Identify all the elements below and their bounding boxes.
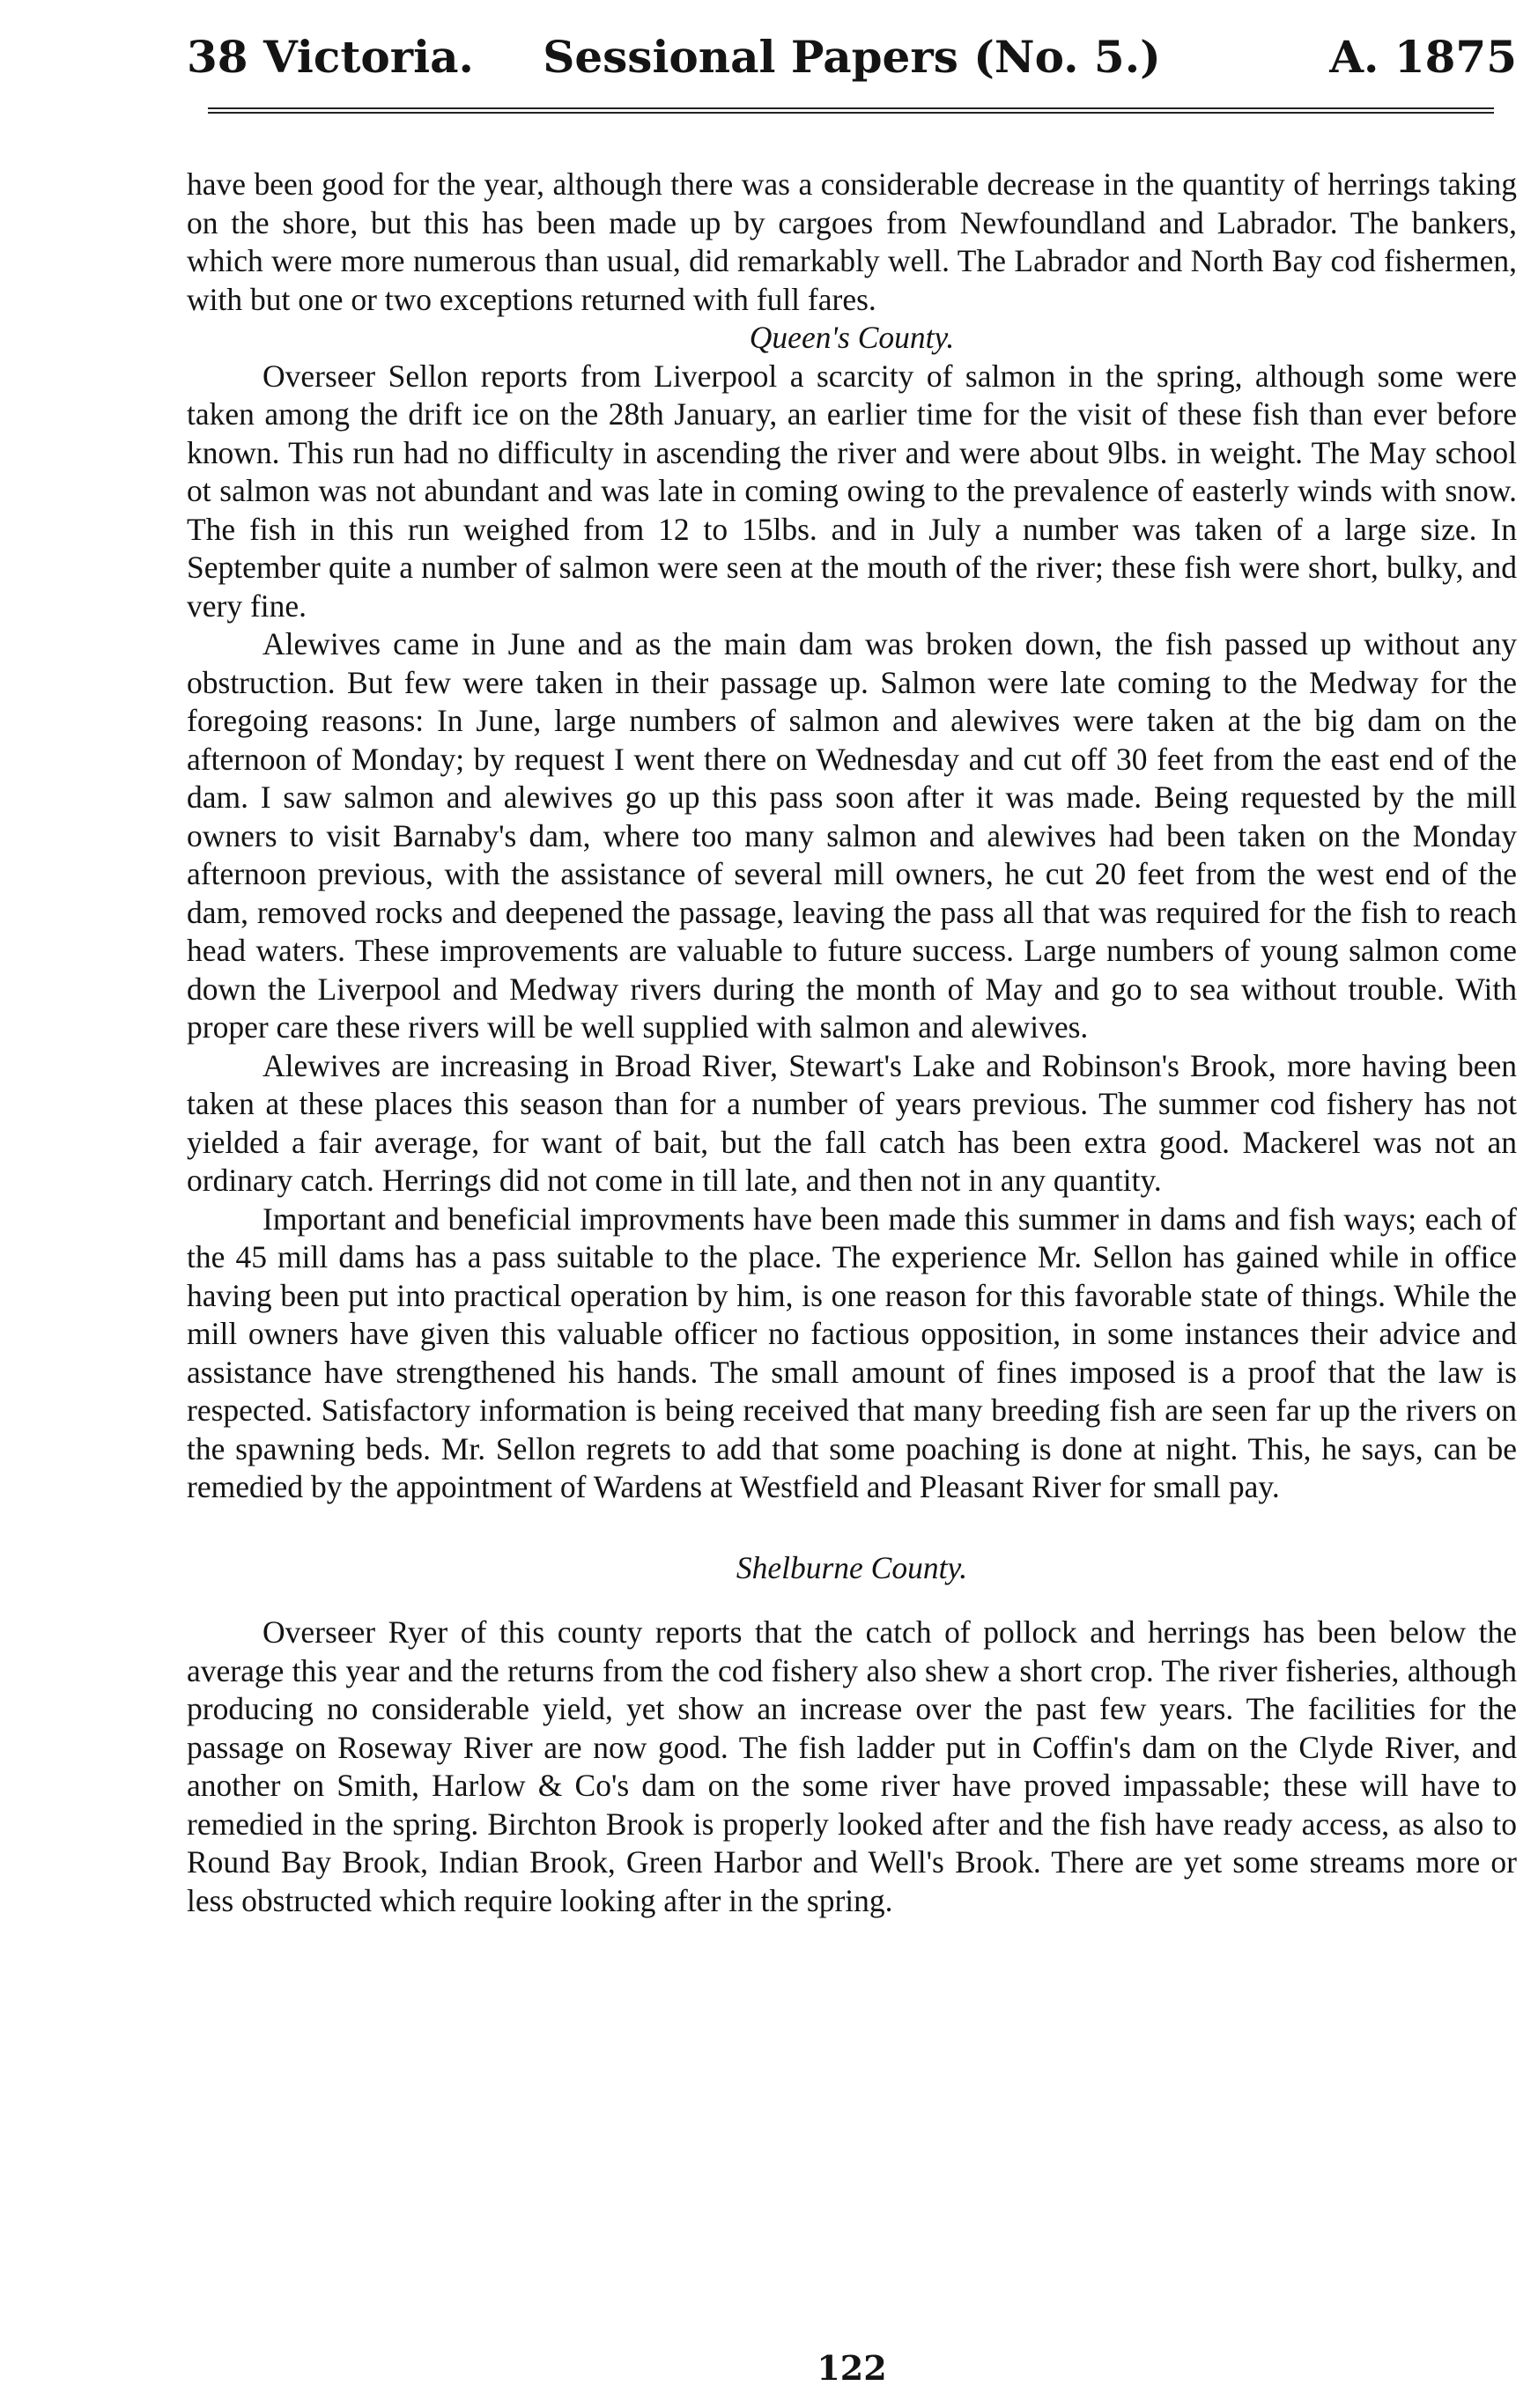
section-heading-shelburne-county: Shelburne County. [736,1549,968,1585]
paragraph-continued: have been good for the year, although there was a considerable decrease in the quantity of herrings taking on the shore, but this has been made up by cargoes from Newfoundland and Labrador. The bankers, which were more numerous than usual, did remarkably well. The Labrador and North Bay cod fishermen, with but one or two exceptions returned with full fares. [187,166,1517,317]
header-volume: 38 Victoria. [187,31,474,83]
header-series: A. 1875 [1329,31,1517,83]
paragraph: Overseer Sellon reports from Liverpool a scarcity of salmon in the spring, although some were taken among the drift ice on the 28th January, an earlier time for the visit of these fish than ever before known. This run had no difficulty in ascending the river and were about 9lbs. in weight. The May school ot salmon was not abundant and was late in coming owing to the prevalence of easterly winds with snow. The fish in this run weighed from 12 to 15lbs. and in July a number was taken of a large size. In September quite a number of salmon were seen at the mouth of the river; these fish were short, bulky, and very fine. [187,358,1517,624]
paragraph: Overseer Ryer of this county reports that the catch of pollock and herrings has been below the average this year and the returns from the cod fishery also shew a short crop. The river fisheries, although producing no considerable yield, yet show an increase over the past few years. The facilities for the passage on Roseway River are now good. The fish ladder put in Coffin's dam on the Clyde River, and another on Smith, Harlow & Co's dam on the some river have proved impassable; these will have to remedied in the spring. Birchton Brook is properly looked after and the fish have ready access, as also to Round Bay Brook, Indian Brook, Green Harbor and Well's Brook. There are yet some streams more or less obstructed which require looking after in the spring. [187,1614,1517,1918]
paragraph: Alewives are increasing in Broad River, Stewart's Lake and Robinson's Brook, more having been taken at these places this season than for a number of years previous. The summer cod fishery has not yielded a fair average, for want of bait, but the fall catch has been extra good. Mackerel was not an ordinary catch. Herrings did not come in till late, and then not in any quantity. [187,1047,1517,1198]
running-header [187,26,1517,88]
paragraph: Alewives came in June and as the main dam was broken down, the fish passed up without any obstruction. But few were taken in their passage up. Salmon were late coming to the Medway for the foregoing reasons: In June, large numbers of salmon and alewives were taken at the big dam on the afternoon of Monday; by request I went there on Wednesday and cut off 30 feet from the east end of the dam. I saw salmon and alewives go up this pass soon after it was made. Being requested by the mill owners to visit Barnaby's dam, where too many salmon and alewives had been taken on the Monday afternoon previous, with the assistance of several mill owners, he cut 20 feet from the west end of the dam, removed rocks and deepened the passage, leaving the pass all that was required for the fish to reach head waters. These improvements are valuable to future success. Large numbers of young salmon come down the Liverpool and Medway rivers during the month of May and go to sea without trouble. With proper care these rivers will be well supplied with salmon and alewives. [187,626,1517,1045]
document-page [187,0,1517,2408]
header-double-rule [208,107,1494,114]
section-heading-queens-county: Queen's County. [749,320,955,355]
header-title: Sessional Papers (No. 5.) [543,31,1161,83]
page-number: 122 [817,2348,887,2388]
paragraph: Important and beneficial improvments have been made this summer in dams and fish ways; each of the 45 mill dams has a pass suitable to the place. The experience Mr. Sellon has gained while in office having been put into practical operation by him, is one reason for this favorable state of things. While the mill owners have given this valuable officer no factious opposition, in some instances their advice and assistance have strengthened his hands. The small amount of fines imposed is a proof that the law is respected. Satisfactory information is being received that many breeding fish are seen far up the rivers on the spawning beds. Mr. Sellon regrets to add that some poaching is done at night. This, he says, can be remedied by the appointment of Wardens at Westfield and Pleasant River for small pay. [187,1200,1517,1504]
body-text [187,166,1517,1920]
